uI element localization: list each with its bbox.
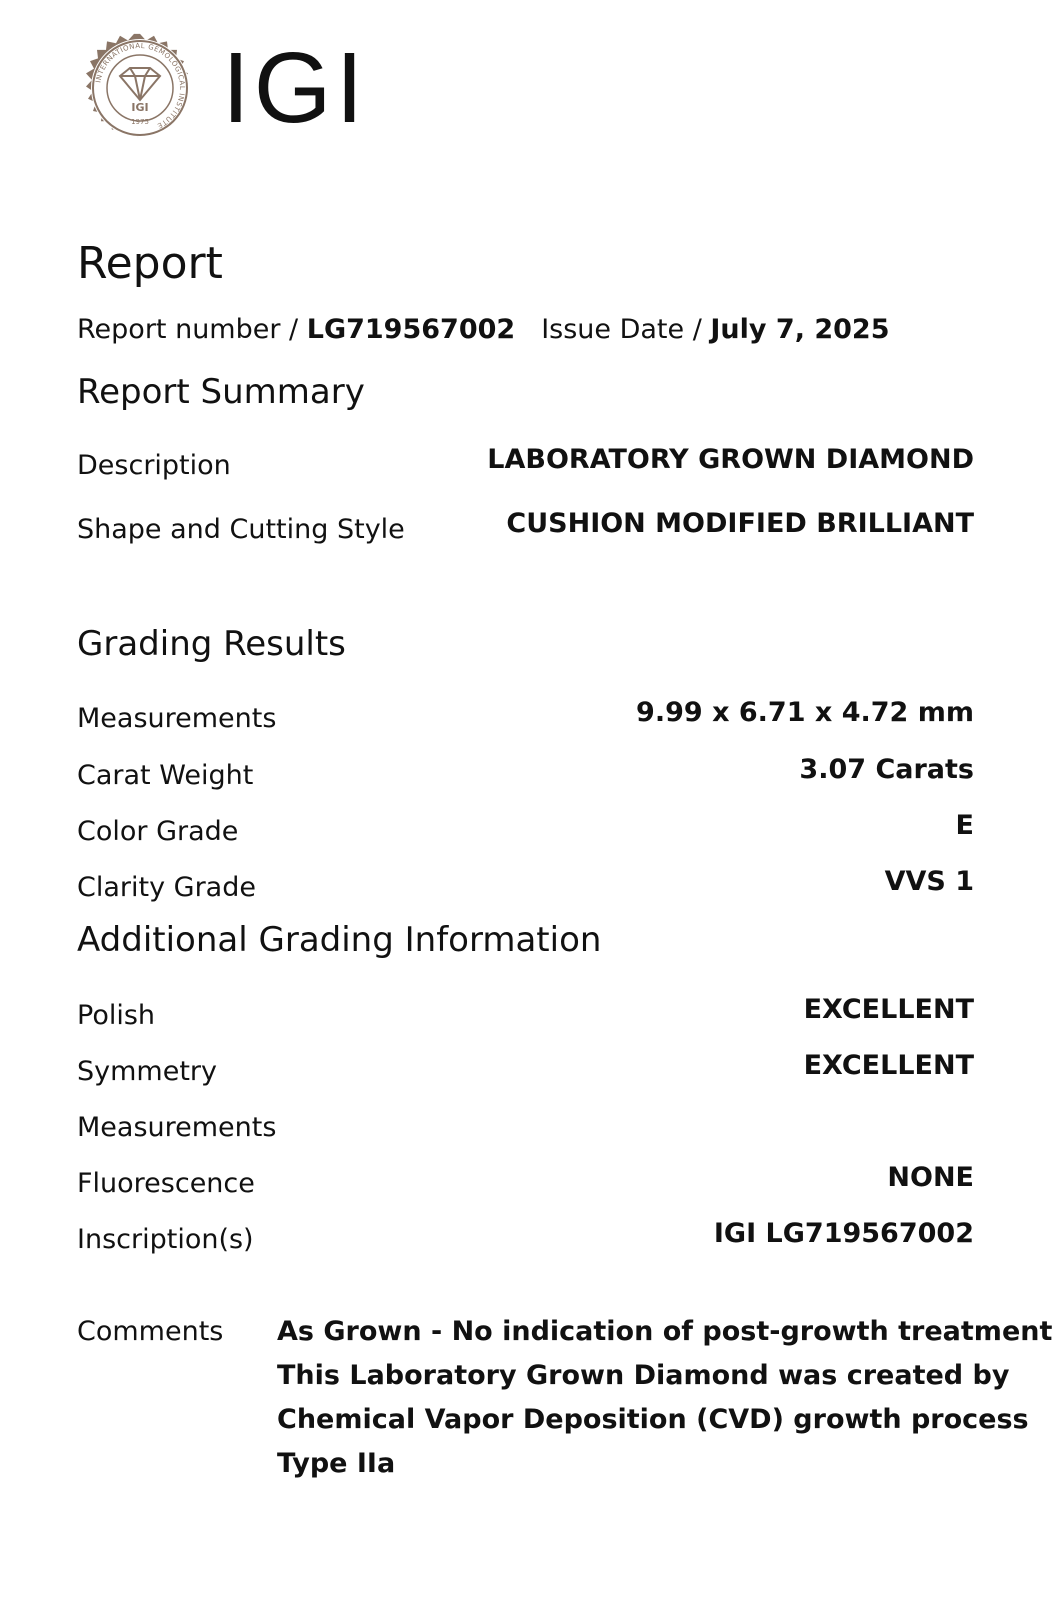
- additional-row-symmetry: [77, 1050, 974, 1094]
- seal-year: 1975: [131, 118, 149, 126]
- row-value: NONE: [887, 1162, 974, 1193]
- row-value: IGI LG719567002: [713, 1218, 974, 1249]
- igi-wordmark: IGI: [222, 32, 368, 144]
- report-number-label: Report number /: [77, 314, 307, 345]
- page-title: Report: [77, 238, 223, 289]
- row-label: Symmetry: [77, 1056, 217, 1087]
- row-value: EXCELLENT: [803, 1050, 974, 1081]
- additional-row-fluorescence: [77, 1162, 974, 1206]
- row-value: E: [955, 810, 974, 841]
- summary-row-shape: [77, 508, 974, 552]
- comment-line: Type IIa: [277, 1448, 396, 1479]
- comment-line: Chemical Vapor Deposition (CVD) growth process: [277, 1404, 1029, 1435]
- row-value: 3.07 Carats: [799, 754, 974, 785]
- row-label: Polish: [77, 1000, 156, 1031]
- row-label: Measurements: [77, 1112, 277, 1143]
- row-label: Clarity Grade: [77, 872, 256, 903]
- issue-date: July 7, 2025: [710, 314, 890, 345]
- issue-date-label: Issue Date /: [541, 314, 711, 345]
- igi-seal-logo: [80, 28, 200, 148]
- row-label: Measurements: [77, 703, 277, 734]
- comment-line: As Grown - No indication of post-growth treatment: [277, 1316, 1053, 1347]
- row-label: Carat Weight: [77, 760, 254, 791]
- section-title-grading-results: Grading Results: [77, 624, 346, 664]
- grading-row-clarity-grade: [77, 866, 974, 910]
- row-value: LABORATORY GROWN DIAMOND: [487, 444, 974, 475]
- report-meta: [77, 314, 890, 345]
- grading-row-carat-weight: [77, 754, 974, 798]
- header: [80, 28, 367, 148]
- row-label: Color Grade: [77, 816, 239, 847]
- row-label: Fluorescence: [77, 1168, 255, 1199]
- additional-row-measurements: [77, 1106, 974, 1150]
- additional-row-inscriptions: [77, 1218, 974, 1262]
- row-label: Inscription(s): [77, 1224, 254, 1255]
- section-title-report-summary: Report Summary: [77, 372, 365, 412]
- row-value: VVS 1: [884, 866, 974, 897]
- section-title-additional-grading: Additional Grading Information: [77, 920, 602, 960]
- grading-row-color-grade: [77, 810, 974, 854]
- comment-line: This Laboratory Grown Diamond was created by: [277, 1360, 1010, 1391]
- svg-text:INTERNATIONAL GEMOLOGICAL INST: INTERNATIONAL GEMOLOGICAL INSTITUTE: [94, 41, 187, 130]
- comments-text: [277, 1310, 1053, 1486]
- summary-row-description: [77, 444, 974, 488]
- report-number: LG719567002: [306, 314, 516, 345]
- row-value: EXCELLENT: [803, 994, 974, 1025]
- comments-label: Comments: [77, 1316, 224, 1347]
- row-value: 9.99 x 6.71 x 4.72 mm: [636, 697, 974, 728]
- grading-row-measurements: [77, 697, 974, 741]
- row-label: Description: [77, 450, 231, 481]
- row-label: Shape and Cutting Style: [77, 514, 405, 545]
- seal-monogram: IGI: [131, 101, 149, 114]
- additional-row-polish: [77, 994, 974, 1038]
- row-value: CUSHION MODIFIED BRILLIANT: [506, 508, 974, 539]
